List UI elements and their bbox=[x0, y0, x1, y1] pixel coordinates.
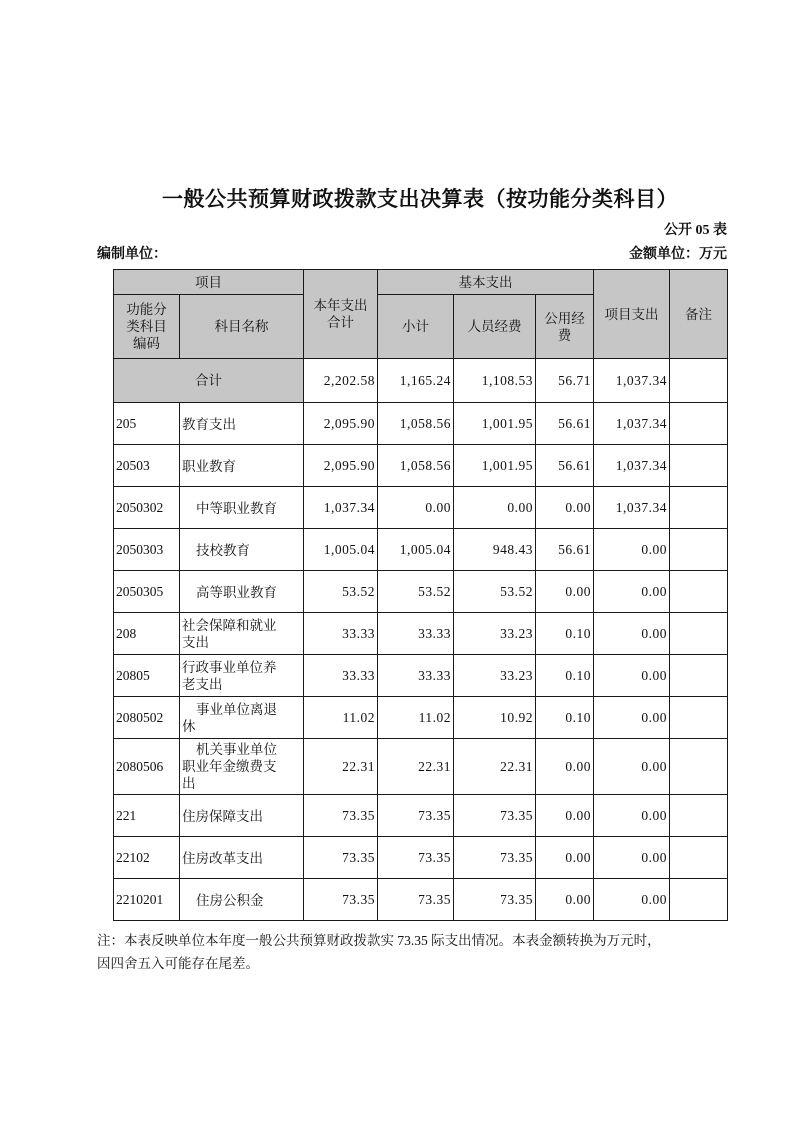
value-cell: 73.35 bbox=[454, 837, 536, 879]
prepared-by-label: 编制单位： bbox=[97, 247, 167, 262]
remark-cell bbox=[670, 697, 728, 739]
value-cell: 0.00 bbox=[594, 879, 670, 921]
code-cell: 221 bbox=[114, 795, 180, 837]
header-basic-group: 基本支出 bbox=[378, 270, 594, 295]
value-cell: 22.31 bbox=[304, 739, 378, 795]
value-cell: 73.35 bbox=[304, 879, 378, 921]
table-row bbox=[114, 795, 728, 837]
value-cell: 0.00 bbox=[454, 487, 536, 529]
subject-name-text: 住房改革支出 bbox=[182, 850, 263, 866]
header-year-total: 本年支出合计 bbox=[304, 270, 378, 359]
value-cell: 56.61 bbox=[536, 403, 594, 445]
total-label-cell: 合计 bbox=[114, 359, 304, 403]
value-cell: 0.00 bbox=[536, 837, 594, 879]
header-project: 项目支出 bbox=[594, 270, 670, 359]
subject-name-text: 住房保障支出 bbox=[182, 808, 263, 824]
table-row bbox=[114, 837, 728, 879]
value-cell: 1,058.56 bbox=[378, 403, 454, 445]
subject-name-text: 事业单位离退休 bbox=[182, 701, 277, 734]
value-cell: 56.61 bbox=[536, 445, 594, 487]
name-cell bbox=[180, 697, 304, 739]
value-cell: 1,037.34 bbox=[594, 445, 670, 487]
table-row bbox=[114, 613, 728, 655]
page-title: 一般公共预算财政拨款支出决算表（按功能分类科目） bbox=[162, 187, 678, 211]
name-cell bbox=[180, 613, 304, 655]
value-cell: 2,202.58 bbox=[304, 359, 378, 403]
name-cell bbox=[180, 879, 304, 921]
value-cell: 73.35 bbox=[378, 879, 454, 921]
header-item-group: 项目 bbox=[114, 270, 304, 295]
name-cell bbox=[180, 739, 304, 795]
value-cell: 33.23 bbox=[454, 655, 536, 697]
budget-table bbox=[113, 269, 728, 921]
value-cell: 53.52 bbox=[454, 571, 536, 613]
subject-name-text: 高等职业教育 bbox=[196, 584, 277, 600]
remark-cell bbox=[670, 487, 728, 529]
subject-name-text: 住房公积金 bbox=[196, 892, 264, 908]
value-cell: 1,058.56 bbox=[378, 445, 454, 487]
value-cell: 948.43 bbox=[454, 529, 536, 571]
value-cell: 0.00 bbox=[536, 739, 594, 795]
code-cell: 2050303 bbox=[114, 529, 180, 571]
subject-name-text: 职业教育 bbox=[182, 458, 236, 474]
value-cell: 0.00 bbox=[536, 571, 594, 613]
code-cell: 20503 bbox=[114, 445, 180, 487]
value-cell: 56.71 bbox=[536, 359, 594, 403]
value-cell: 0.00 bbox=[594, 739, 670, 795]
footnote bbox=[97, 929, 725, 975]
code-cell: 205 bbox=[114, 403, 180, 445]
subject-name-text: 中等职业教育 bbox=[196, 500, 277, 516]
total-row bbox=[114, 359, 728, 403]
header-personnel: 人员经费 bbox=[454, 295, 536, 359]
value-cell: 0.00 bbox=[594, 795, 670, 837]
code-cell: 22102 bbox=[114, 837, 180, 879]
footnote-line-1: 注：本表反映单位本年度一般公共预算财政拨款实 73.35 际支出情况。本表金额转换为万元时， bbox=[97, 933, 661, 948]
value-cell: 2,095.90 bbox=[304, 403, 378, 445]
name-cell bbox=[180, 571, 304, 613]
remark-cell bbox=[670, 837, 728, 879]
value-cell: 1,037.34 bbox=[594, 487, 670, 529]
value-cell: 0.00 bbox=[594, 697, 670, 739]
code-cell: 2080506 bbox=[114, 739, 180, 795]
code-cell: 208 bbox=[114, 613, 180, 655]
remark-cell bbox=[670, 879, 728, 921]
value-cell: 73.35 bbox=[454, 879, 536, 921]
footnote-line-2: 因四舍五入可能存在尾差。 bbox=[97, 956, 259, 971]
value-cell: 22.31 bbox=[454, 739, 536, 795]
value-cell: 53.52 bbox=[378, 571, 454, 613]
value-cell: 33.33 bbox=[378, 613, 454, 655]
header-code: 功能分类科目编码 bbox=[114, 295, 180, 359]
subject-name-text: 教育支出 bbox=[182, 416, 236, 432]
value-cell: 33.33 bbox=[304, 613, 378, 655]
table-row bbox=[114, 697, 728, 739]
value-cell: 11.02 bbox=[304, 697, 378, 739]
table-header bbox=[114, 270, 728, 359]
value-cell: 1,005.04 bbox=[378, 529, 454, 571]
value-cell: 53.52 bbox=[304, 571, 378, 613]
value-cell: 11.02 bbox=[378, 697, 454, 739]
name-cell bbox=[180, 445, 304, 487]
table-row bbox=[114, 879, 728, 921]
value-cell: 1,001.95 bbox=[454, 445, 536, 487]
header-subject-name: 科目名称 bbox=[180, 295, 304, 359]
value-cell: 0.00 bbox=[536, 487, 594, 529]
subject-name-text: 技校教育 bbox=[196, 542, 250, 558]
header-remark: 备注 bbox=[670, 270, 728, 359]
table-number-label: 公开 05 表 bbox=[664, 223, 727, 238]
name-cell bbox=[180, 795, 304, 837]
name-cell bbox=[180, 487, 304, 529]
header-public-expense: 公用经费 bbox=[536, 295, 594, 359]
value-cell: 1,001.95 bbox=[454, 403, 536, 445]
table-row bbox=[114, 571, 728, 613]
value-cell: 0.00 bbox=[594, 571, 670, 613]
remark-cell bbox=[670, 445, 728, 487]
name-cell bbox=[180, 529, 304, 571]
table-body bbox=[114, 359, 728, 921]
code-cell: 2050305 bbox=[114, 571, 180, 613]
value-cell: 33.33 bbox=[304, 655, 378, 697]
value-cell: 0.00 bbox=[536, 795, 594, 837]
table-row bbox=[114, 487, 728, 529]
name-cell bbox=[180, 403, 304, 445]
remark-cell bbox=[670, 529, 728, 571]
value-cell: 0.00 bbox=[378, 487, 454, 529]
remark-cell bbox=[670, 655, 728, 697]
remark-cell bbox=[670, 795, 728, 837]
code-cell: 2050302 bbox=[114, 487, 180, 529]
value-cell: 0.00 bbox=[594, 655, 670, 697]
value-cell: 0.10 bbox=[536, 697, 594, 739]
remark-cell bbox=[670, 571, 728, 613]
subject-name-text: 行政事业单位养老支出 bbox=[182, 659, 277, 692]
value-cell: 73.35 bbox=[454, 795, 536, 837]
value-cell: 1,037.34 bbox=[594, 403, 670, 445]
value-cell: 0.10 bbox=[536, 613, 594, 655]
meta-line bbox=[97, 246, 727, 264]
remark-cell bbox=[670, 613, 728, 655]
value-cell: 1,037.34 bbox=[304, 487, 378, 529]
code-cell: 20805 bbox=[114, 655, 180, 697]
value-cell: 73.35 bbox=[304, 837, 378, 879]
value-cell: 56.61 bbox=[536, 529, 594, 571]
code-cell: 2210201 bbox=[114, 879, 180, 921]
code-cell: 2080502 bbox=[114, 697, 180, 739]
subject-name-text: 社会保障和就业支出 bbox=[182, 617, 277, 650]
value-cell: 1,108.53 bbox=[454, 359, 536, 403]
value-cell: 73.35 bbox=[378, 795, 454, 837]
value-cell: 1,165.24 bbox=[378, 359, 454, 403]
name-cell bbox=[180, 655, 304, 697]
value-cell: 73.35 bbox=[378, 837, 454, 879]
table-row bbox=[114, 403, 728, 445]
amount-unit-label: 金额单位：万元 bbox=[629, 247, 727, 262]
value-cell: 1,005.04 bbox=[304, 529, 378, 571]
remark-cell bbox=[670, 739, 728, 795]
value-cell: 73.35 bbox=[304, 795, 378, 837]
value-cell: 33.23 bbox=[454, 613, 536, 655]
value-cell: 33.33 bbox=[378, 655, 454, 697]
value-cell: 0.00 bbox=[594, 529, 670, 571]
value-cell: 10.92 bbox=[454, 697, 536, 739]
value-cell: 0.00 bbox=[594, 837, 670, 879]
remark-cell bbox=[670, 359, 728, 403]
document-content bbox=[97, 186, 727, 975]
table-row bbox=[114, 739, 728, 795]
name-cell bbox=[180, 837, 304, 879]
value-cell: 2,095.90 bbox=[304, 445, 378, 487]
value-cell: 0.10 bbox=[536, 655, 594, 697]
value-cell: 1,037.34 bbox=[594, 359, 670, 403]
remark-cell bbox=[670, 403, 728, 445]
header-subtotal: 小计 bbox=[378, 295, 454, 359]
value-cell: 22.31 bbox=[378, 739, 454, 795]
value-cell: 0.00 bbox=[536, 879, 594, 921]
table-row bbox=[114, 445, 728, 487]
table-row bbox=[114, 655, 728, 697]
table-row bbox=[114, 529, 728, 571]
subject-name-text: 机关事业单位职业年金缴费支出 bbox=[182, 742, 277, 791]
value-cell: 0.00 bbox=[594, 613, 670, 655]
header-row-1 bbox=[114, 270, 728, 295]
